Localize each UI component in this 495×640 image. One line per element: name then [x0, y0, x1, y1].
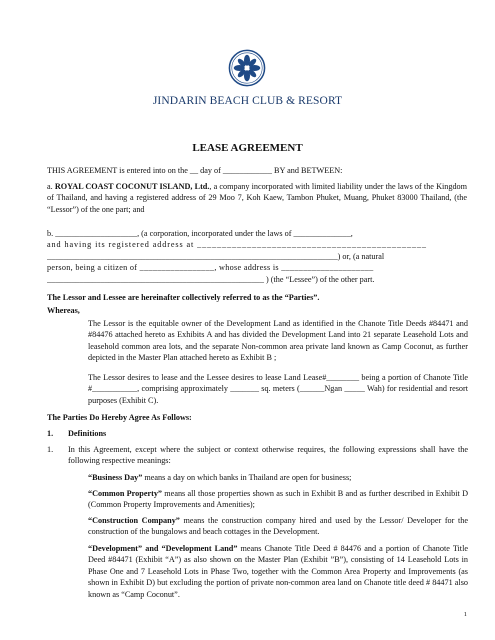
party-a-text: , a company incorporated with limited liability under the laws of the Kingdom of Thailand, and having a registered address of 29 Moo 7, Koh Kaew, Tambon Phuket, Muang, Phuket 83000 Thailand, (the “Lessor”) of the one part; and [47, 182, 468, 214]
party-a-name: ROYAL COAST COCONUT ISLAND, Ltd. [54, 182, 210, 191]
definition-text: means the construction company hired and used by the Lessor/ Developer for the construction of the bungalows and beach cottages in the Development. [88, 516, 468, 537]
clause-text: In this Agreement, except where the subject or context otherwise requires, the following expressions shall have the following respective meanings: [68, 445, 468, 466]
definition-term: “Development” and “Development Land” [88, 544, 238, 553]
party-b-line: _____________________________________________________ ) (the “Lessee”) of the other part. [47, 274, 375, 284]
party-b-paragraph [47, 228, 472, 285]
definition-item [88, 515, 468, 538]
flower-emblem-icon [228, 49, 266, 87]
definition-item [88, 488, 468, 511]
party-b-line: _______________________________________________________________________) or, (a natural [47, 251, 385, 261]
definition-item [88, 472, 468, 483]
party-a-prefix: a. [47, 182, 53, 191]
clause-number: 1. [47, 445, 54, 454]
page-number: 1 [463, 611, 467, 618]
party-a-paragraph [47, 181, 467, 215]
definition-term: “Common Property” [88, 489, 163, 498]
recital-paragraph: The Lessor is the equitable owner of the Development Land as identified in the Chanote Title Deeds #84471 and #84476 attached hereto as Exhibits A and has divided the Development Land into 21 separate Leasehold Lots and leasehold common area lots, and the separate Non-common area private land known as Camp Coconut, as further depicted in the Master Plan attached hereto as Exhibit B ; [88, 319, 468, 363]
party-b-line: and having its registered address at ______________________________________________ [47, 240, 427, 250]
party-b-line: b. ____________________, (a corporation, incorporated under the laws of ______________, [47, 229, 353, 238]
agreement-heading: The Parties Do Hereby Agree As Follows: [47, 413, 192, 422]
section-heading: Definitions [68, 429, 107, 438]
club-name: JINDARIN BEACH CLUB & RESORT [152, 95, 343, 107]
definition-text: means Chanote Title Deed # 84476 and a portion of Chanote Title Deed #84471 (Exhibit “A”) as also shown on the Master Plan (Exhibit ”B”), consisting of 14 Leasehold Lots in Phase One and 7 Leasehold Lots in Phase Two, together with the Common Area Property and Improvements (as shown in Exhibit D) but excluding the portion of private non-common area land on Chanote title deed # 84471 also known as “Camp Coconut”. [88, 544, 468, 599]
whereas-heading: Whereas, [47, 306, 80, 315]
section-number: 1. [47, 429, 54, 438]
definition-text: means a day on which banks in Thailand are open for business; [142, 473, 352, 482]
party-b-line: person, being a citizen of _________________, whose address is _____________________ [47, 263, 374, 273]
definition-item [88, 543, 468, 600]
parties-statement: The Lessor and Lessee are hereinafter collectively referred to as the “Parties”. [47, 293, 320, 302]
definition-text: means all those properties shown as such in Exhibit B and as further described in Exhibit D (Common Property Improvements and Amenities); [88, 489, 468, 510]
definition-term: “Business Day” [88, 473, 143, 482]
document-title: LEASE AGREEMENT [192, 142, 303, 154]
definition-term: “Construction Company” [88, 516, 180, 525]
intro-line: THIS AGREEMENT is entered into on the __ day of ____________ BY and BETWEEN: [47, 166, 343, 175]
recital-paragraph: The Lessor desires to lease and the Lessee desires to lease Land Lease#________ being a portion of Chanote Title #___________, comprising approximately _______ sq. meters (______Ngan _____ Wah) for residential and resort purposes (Exhibit C). [88, 373, 468, 405]
